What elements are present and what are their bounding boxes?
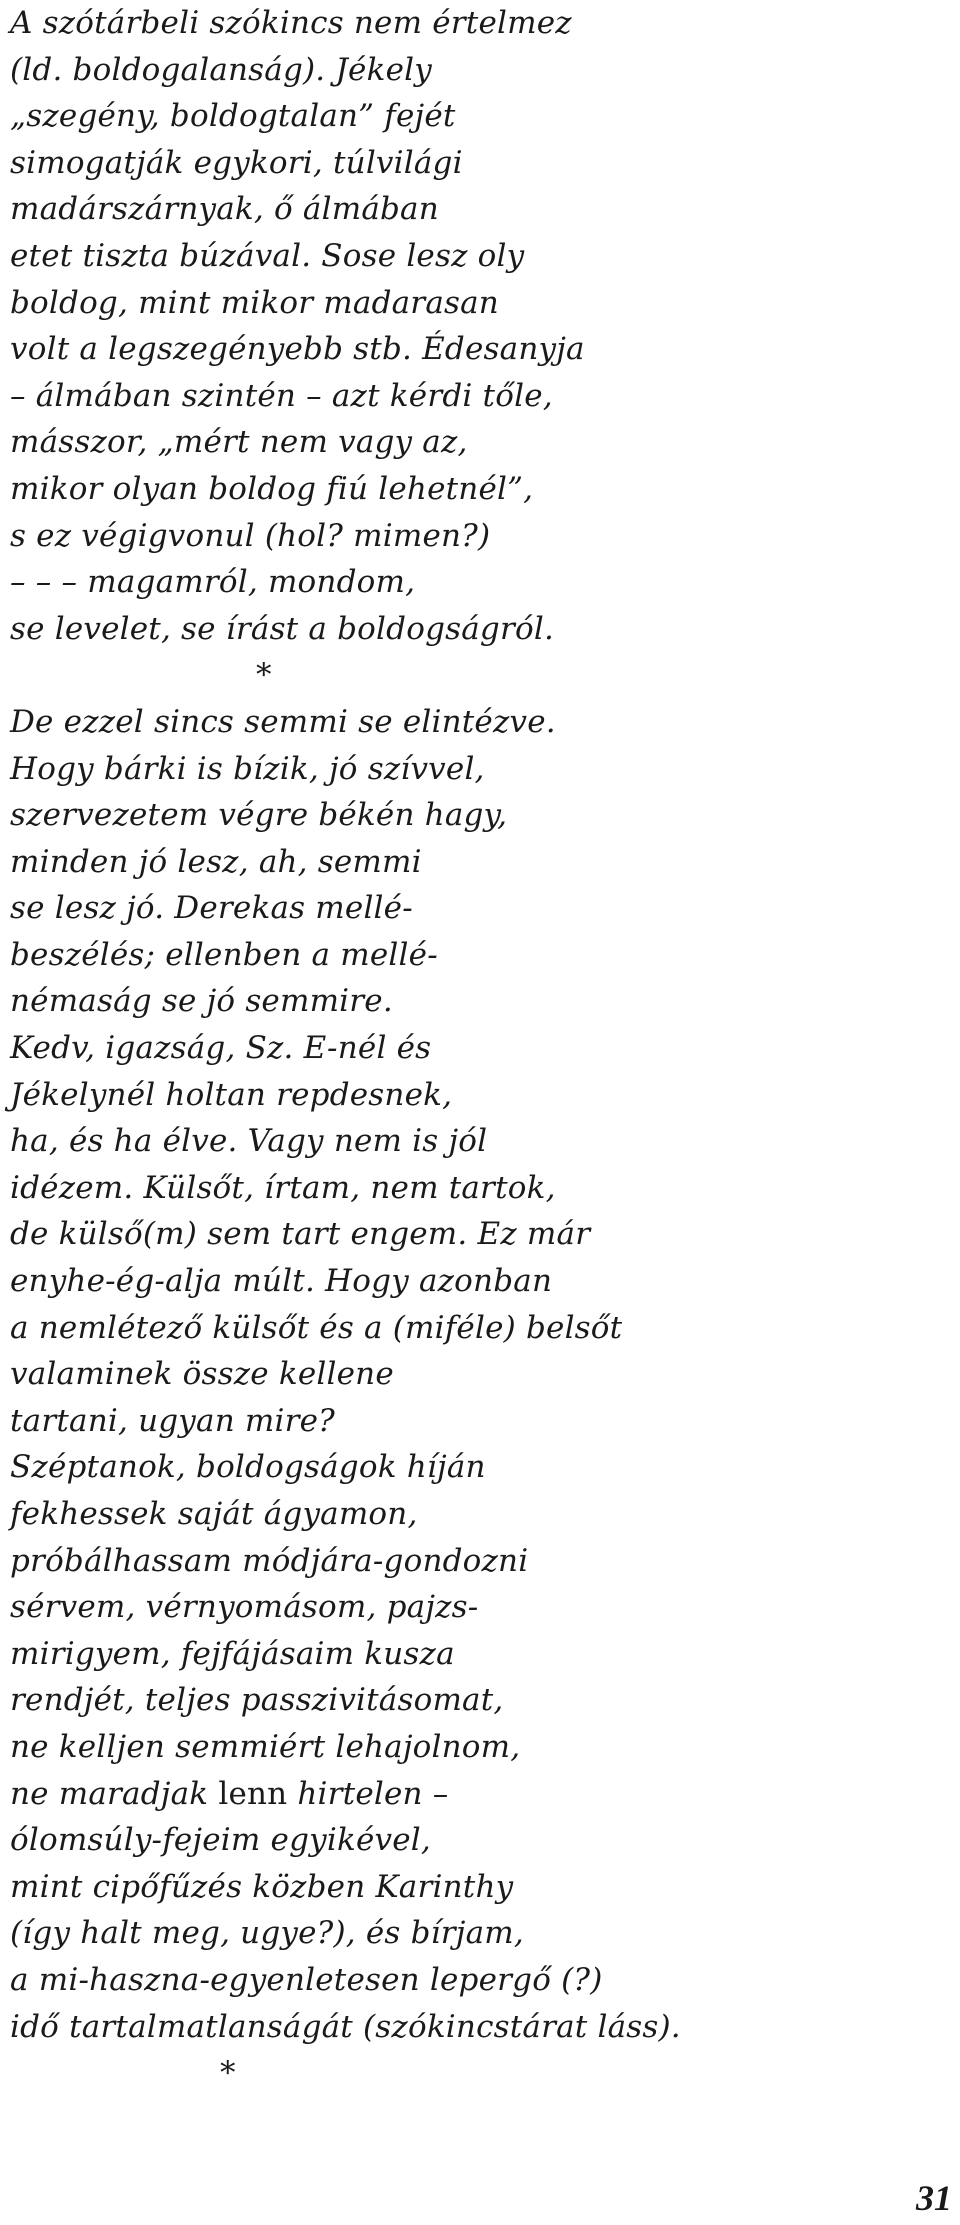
poem-line: Széptanok, boldogságok híján xyxy=(10,1449,486,1486)
poem-line: mint cipőfűzés közben Karinthy xyxy=(10,1868,514,1905)
poem-line: simogatják egykori, túlvilági xyxy=(10,144,463,181)
poem-text xyxy=(10,0,940,2050)
poem-line: beszélés; ellenben a mellé- xyxy=(10,936,438,973)
poem-line: rendjét, teljes passzivitásomat, xyxy=(10,1682,504,1719)
poem-line xyxy=(10,1771,940,1818)
poem-line: a mi-haszna-egyenletesen lepergő (?) xyxy=(10,1961,603,1998)
poem-line: tartani, ugyan mire? xyxy=(10,1402,336,1439)
poem-line: Jékelynél holtan repdesnek, xyxy=(10,1076,453,1113)
poem-line: ne kelljen semmiért lehajolnom, xyxy=(10,1728,521,1765)
section-separator xyxy=(10,652,940,699)
poem-line: boldog, mint mikor madarasan xyxy=(10,284,499,321)
poem-line: (így halt meg, ugye?), és bírjam, xyxy=(10,1915,524,1952)
poem-line: A szótárbeli szókincs nem értelmez xyxy=(10,5,572,41)
asterisk-separator: * xyxy=(220,2055,236,2091)
poem-line: másszor, „mért nem vagy az, xyxy=(10,424,468,461)
poem-line: Hogy bárki is bízik, jó szívvel, xyxy=(10,750,485,787)
poem-line: etet tiszta búzával. Sose lesz oly xyxy=(10,237,525,274)
poem-line: ólomsúly-fejeim egyikével, xyxy=(10,1822,431,1859)
poem-line: se levelet, se írást a boldogságról. xyxy=(10,610,554,647)
poem-line: – álmában szintén – azt kérdi tőle, xyxy=(10,377,553,414)
poem-line: némaság se jó semmire. xyxy=(10,983,393,1020)
page-number: 31 xyxy=(916,2178,952,2218)
poem-line: enyhe-ég-alja múlt. Hogy azonban xyxy=(10,1263,553,1300)
poem-line: sérvem, vérnyomásom, pajzs- xyxy=(10,1589,479,1626)
poem-line: madárszárnyak, ő álmában xyxy=(10,191,439,228)
poem-line: szervezetem végre békén hagy, xyxy=(10,797,508,834)
poem-line: valaminek össze kellene xyxy=(10,1356,394,1393)
poem-line: ha, és ha élve. Vagy nem is jól xyxy=(10,1123,488,1160)
poem-line: mirigyem, fejfájásaim kusza xyxy=(10,1635,455,1672)
poem-line: mikor olyan boldog fiú lehetnél”, xyxy=(10,470,534,507)
poem-line-start: ne maradjak xyxy=(10,1775,219,1812)
poem-line: (ld. boldogalanság). Jékely xyxy=(10,51,432,88)
poem-line-end: hirtelen – xyxy=(287,1775,449,1812)
poem-line: próbálhassam módjára-gondozni xyxy=(10,1542,529,1579)
poem-line: „szegény, boldogtalan” fejét xyxy=(10,98,456,135)
upright-word: lenn xyxy=(218,1775,288,1812)
poem-line: – – – magamról, mondom, xyxy=(10,564,416,601)
poem-line: idő tartalmatlanságát (szókincstárat láss). xyxy=(10,2008,681,2045)
poem-line: fekhessek saját ágyamon, xyxy=(10,1496,418,1532)
poem-line: Kedv, igazság, Sz. E-nél és xyxy=(10,1030,432,1067)
poem-line: s ez végigvonul (hol? mimen?) xyxy=(10,517,491,554)
poem-line: de külső(m) sem tart engem. Ez már xyxy=(10,1216,591,1253)
poem-line: minden jó lesz, ah, semmi xyxy=(10,843,422,880)
poem-line: De ezzel sincs semmi se elintézve. xyxy=(10,703,556,740)
asterisk-separator: * xyxy=(256,657,272,694)
poem-line: volt a legszegényebb stb. Édesanyja xyxy=(10,331,585,368)
poem-line: a nemlétező külsőt és a (miféle) belsőt xyxy=(10,1309,623,1346)
poem-line: idézem. Külsőt, írtam, nem tartok, xyxy=(10,1169,556,1206)
poem-line: se lesz jó. Derekas mellé- xyxy=(10,890,413,927)
